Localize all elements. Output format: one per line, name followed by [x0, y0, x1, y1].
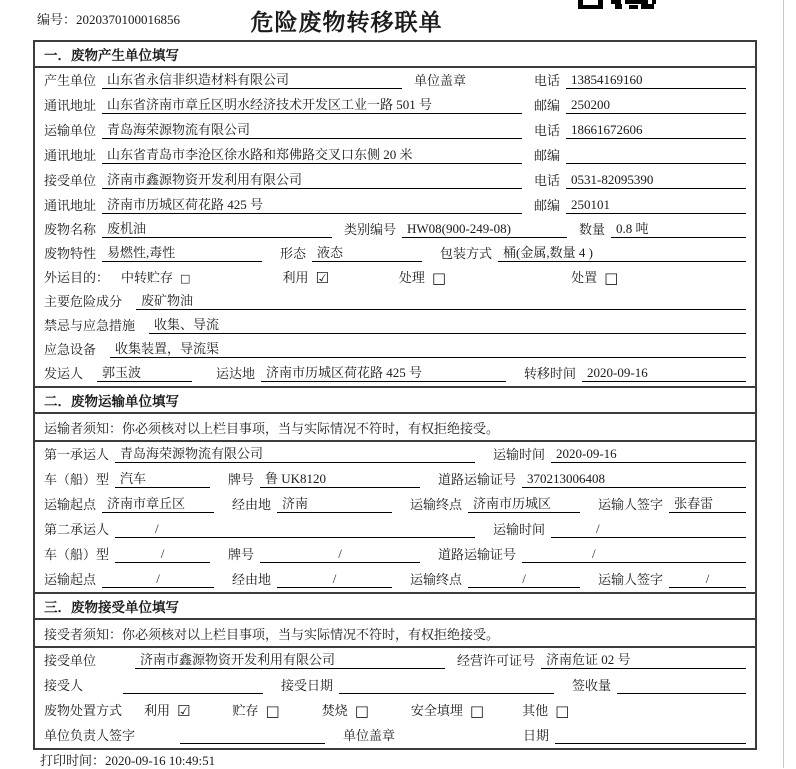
sign2-value: / [669, 571, 746, 588]
receiver-label: 接受单位 [44, 173, 97, 188]
address3-value: 济南市历城区荷花路 425 号 [102, 194, 522, 214]
qr-code-fragment [578, 0, 656, 9]
vehicle2-value: / [115, 546, 210, 563]
checkbox-disposal-use-checked: ☑ [177, 702, 191, 720]
checkbox-use-checked: ☑ [315, 269, 329, 287]
row-producer [35, 68, 755, 93]
via2-value: / [277, 571, 392, 588]
checkbox-disposal-other: □ [555, 702, 570, 720]
disposal-landfill-label: 安全填埋 [410, 703, 463, 718]
origin2-value: / [102, 571, 214, 588]
checkbox-storage: □ [180, 272, 191, 285]
carrier2-label: 第二承运人 [44, 522, 110, 537]
purpose-disposal-label: 处置 [571, 270, 598, 285]
zip3-label: 邮编 [533, 198, 560, 213]
disposal-label: 废物处置方式 [44, 703, 123, 718]
permit-value: 济南危证 02 号 [541, 649, 746, 669]
carrier1-value: 青岛海荣源物流有限公司 [115, 443, 475, 463]
purpose-storage-label: 中转贮存 [121, 270, 174, 285]
row-vehicle1 [35, 467, 755, 492]
waste-name-value: 废机油 [102, 218, 332, 238]
phone3-label: 电话 [533, 173, 560, 188]
purpose-use-label: 利用 [282, 270, 309, 285]
receiver-notice: 接受者须知：你必须核对以上栏目事项，当与实际情况不符时，有权拒绝接受。 [35, 620, 755, 648]
purpose-treatment-label: 处理 [398, 270, 425, 285]
end2-label: 运输终点 [410, 572, 463, 587]
date-value [555, 743, 746, 744]
address1-label: 通讯地址 [44, 98, 97, 113]
disposal-other-label: 其他 [522, 703, 549, 718]
checkbox-treatment: □ [431, 269, 447, 287]
zip1-value: 250200 [566, 97, 746, 114]
sign2-label: 运输人签字 [598, 572, 664, 587]
sign1-value: 张春雷 [669, 493, 746, 513]
disposal-option-storage [232, 700, 279, 719]
transport-time2-value: / [551, 521, 746, 538]
section-receiver [35, 592, 755, 748]
leader-sign-label: 单位负责人签字 [44, 728, 136, 743]
receiver-value: 济南市鑫源物资开发利用有限公司 [102, 169, 522, 189]
acceptor-label: 接受人 [44, 678, 84, 693]
purpose-option-treatment [399, 267, 446, 286]
via1-value: 济南 [277, 493, 392, 513]
transport-time2-label: 运输时间 [492, 522, 545, 537]
characteristics-label: 废物特性 [44, 246, 97, 261]
packaging-label: 包装方式 [440, 246, 493, 261]
page-title: 危险废物转移联单 [250, 10, 443, 35]
zip2-value [566, 163, 746, 164]
row-waste-name [35, 218, 755, 242]
serial-value: 2020370100016856 [76, 12, 181, 27]
row-vehicle2 [35, 542, 755, 567]
origin1-label: 运输起点 [44, 497, 97, 512]
origin2-label: 运输起点 [44, 572, 97, 587]
print-time-value: 2020-09-16 10:49:51 [105, 753, 216, 768]
plate1-value: 鲁 UK8120 [260, 468, 420, 488]
purpose-option-storage [121, 267, 190, 286]
purpose-option-disposal [571, 267, 618, 286]
quantity-label: 数量 [578, 222, 605, 237]
checkbox-disposal-incineration: □ [354, 702, 369, 720]
section2-header: 二．废物运输单位填写 [35, 388, 755, 414]
row-accepting-unit [35, 648, 755, 673]
checkbox-disposal-storage: □ [265, 702, 280, 720]
row-transfer-purpose [35, 266, 755, 290]
section-transporter [35, 386, 755, 592]
unit-seal2-label: 单位盖章 [343, 728, 396, 743]
disposal-storage-label: 贮存 [232, 703, 259, 718]
plate2-label: 牌号 [228, 547, 255, 562]
row-route2 [35, 567, 755, 592]
vehicle1-value: 汽车 [115, 468, 210, 488]
end1-value: 济南市历城区 [468, 493, 580, 513]
accepting-unit-label: 接受单位 [44, 653, 97, 668]
disposal-option-use [144, 700, 190, 719]
license2-value: / [522, 546, 746, 563]
carrier1-label: 第一承运人 [44, 447, 110, 462]
row-transporter [35, 118, 755, 143]
precaution-value: 收集、导流 [149, 314, 746, 334]
zip2-label: 邮编 [533, 148, 560, 163]
accept-date-value [339, 693, 554, 694]
row-receiver [35, 168, 755, 193]
phone2-value: 18661672606 [566, 122, 746, 139]
zip1-label: 邮编 [533, 98, 560, 113]
phone1-value: 13854169160 [566, 72, 746, 89]
serial-label: 编号： [37, 12, 77, 27]
row-precautions [35, 314, 755, 338]
disposal-option-incineration [322, 700, 369, 719]
unit-seal-label: 单位盖章 [413, 73, 466, 88]
license2-label: 道路运输证号 [438, 547, 517, 562]
acceptor-value [123, 693, 263, 694]
permit-label: 经营许可证号 [456, 653, 535, 668]
form-value: 液态 [312, 242, 422, 262]
sign1-label: 运输人签字 [598, 497, 664, 512]
packaging-value: 桶(金属,数量 4 ) [498, 242, 746, 262]
section1-header: 一．废物产生单位填写 [35, 42, 755, 68]
purpose-label: 外运目的： [44, 270, 110, 285]
disposal-use-label: 利用 [144, 703, 171, 718]
print-time [40, 750, 215, 769]
category-label: 类别编号 [343, 222, 396, 237]
address2-label: 通讯地址 [44, 148, 97, 163]
via1-label: 经由地 [232, 497, 272, 512]
manifest-form [33, 40, 757, 750]
producer-label: 产生单位 [44, 73, 97, 88]
zip3-value: 250101 [566, 197, 746, 214]
phone1-label: 电话 [533, 73, 560, 88]
row-waste-characteristics [35, 242, 755, 266]
row-consignor [35, 362, 755, 386]
document-header [0, 0, 783, 40]
characteristics-value: 易燃性,毒性 [102, 242, 262, 262]
transporter-label: 运输单位 [44, 123, 97, 138]
row-producer-address [35, 93, 755, 118]
row-receiver-address [35, 193, 755, 218]
disposal-option-other [522, 700, 569, 719]
destination-label: 运达地 [216, 366, 256, 381]
page-edge-line [783, 0, 784, 768]
vehicle2-label: 车（船）型 [44, 547, 110, 562]
hazard-label: 主要危险成分 [44, 294, 123, 309]
accepting-unit-value: 济南市鑫源物资开发利用有限公司 [135, 649, 445, 669]
transport-time1-label: 运输时间 [492, 447, 545, 462]
plate1-label: 牌号 [228, 472, 255, 487]
phone3-value: 0531-82095390 [566, 172, 746, 189]
hazard-value: 废矿物油 [136, 290, 746, 310]
checkbox-disposal: □ [604, 269, 619, 287]
print-time-label: 打印时间： [40, 753, 106, 768]
transporter-notice: 运输者须知：你必须核对以上栏目事项，当与实际情况不符时，有权拒绝接受。 [35, 414, 755, 442]
row-emergency-equipment [35, 338, 755, 362]
end2-value: / [468, 571, 580, 588]
quantity-value: 0.8 吨 [611, 218, 746, 238]
address1-value: 山东省济南市章丘区明水经济技术开发区工业一路 501 号 [102, 94, 522, 114]
end1-label: 运输终点 [410, 497, 463, 512]
checkbox-disposal-landfill: □ [469, 702, 485, 720]
vehicle1-label: 车（船）型 [44, 472, 110, 487]
destination-value: 济南市历城区荷花路 425 号 [261, 362, 506, 382]
row-hazard-components [35, 290, 755, 314]
equipment-value: 收集装置，导流渠 [110, 338, 746, 358]
row-second-carrier [35, 517, 755, 542]
transfer-time-value: 2020-09-16 [582, 365, 746, 382]
row-acceptor [35, 673, 755, 698]
purpose-option-use [282, 267, 328, 286]
transfer-time-label: 转移时间 [524, 366, 577, 381]
license1-value: 370213006408 [522, 471, 746, 488]
consignor-value: 郭玉波 [97, 362, 192, 382]
phone2-label: 电话 [533, 123, 560, 138]
received-amount-value [617, 693, 746, 694]
equipment-label: 应急设备 [44, 342, 97, 357]
transport-time1-value: 2020-09-16 [551, 446, 746, 463]
section3-header: 三．废物接受单位填写 [35, 594, 755, 620]
row-route1 [35, 492, 755, 517]
origin1-value: 济南市章丘区 [102, 493, 214, 513]
form-label: 形态 [280, 246, 307, 261]
consignor-label: 发运人 [44, 366, 84, 381]
accept-date-label: 接受日期 [281, 678, 334, 693]
date-label: 日期 [523, 728, 550, 743]
address3-label: 通讯地址 [44, 198, 97, 213]
row-first-carrier [35, 442, 755, 467]
leader-sign-value [180, 743, 325, 744]
row-disposal-method [35, 698, 755, 723]
carrier2-value: / [115, 521, 475, 538]
waste-name-label: 废物名称 [44, 222, 97, 237]
section-producer [35, 42, 755, 386]
address2-value: 山东省青岛市李沧区徐水路和郑佛路交叉口东侧 20 米 [102, 144, 522, 164]
via2-label: 经由地 [232, 572, 272, 587]
license1-label: 道路运输证号 [438, 472, 517, 487]
received-amount-label: 签收量 [572, 678, 612, 693]
producer-value: 山东省永信非织造材料有限公司 [102, 69, 402, 89]
row-transporter-address [35, 143, 755, 168]
transporter-value: 青岛海荣源物流有限公司 [102, 119, 522, 139]
disposal-incineration-label: 焚烧 [321, 703, 348, 718]
category-value: HW08(900-249-08) [402, 221, 567, 238]
precaution-label: 禁忌与应急措施 [44, 318, 136, 333]
disposal-option-landfill [411, 700, 484, 719]
row-leader-signature [35, 723, 755, 748]
plate2-value: / [260, 546, 420, 563]
